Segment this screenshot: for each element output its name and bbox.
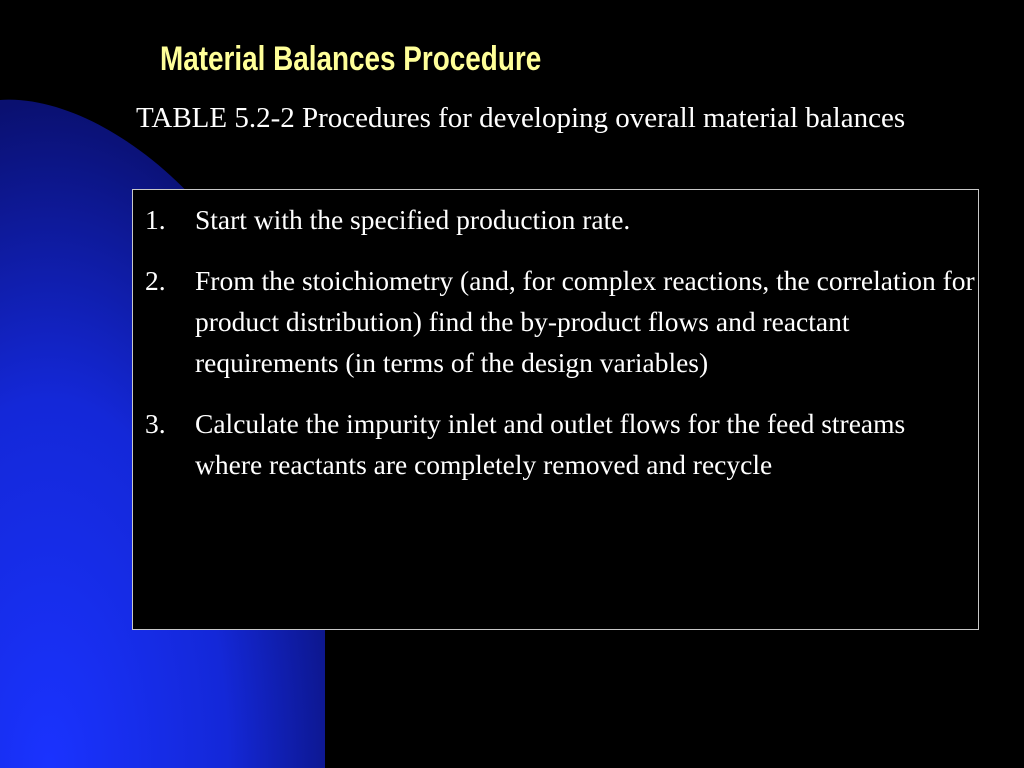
procedure-step	[145, 260, 975, 383]
step-number: 2.	[145, 265, 166, 296]
procedure-step	[145, 199, 975, 240]
step-text: Start with the specified production rate.	[195, 204, 631, 235]
slide-title: Material Balances Procedure	[160, 40, 542, 78]
step-number: 1.	[145, 204, 166, 235]
procedure-steps	[145, 199, 975, 505]
step-text: Calculate the impurity inlet and outlet flows for the feed streams where reactants are completely removed and recycle	[195, 408, 906, 480]
table-caption: TABLE 5.2-2 Procedures for developing overall material balances	[136, 102, 906, 134]
step-number: 3.	[145, 408, 166, 439]
step-text: From the stoichiometry (and, for complex reactions, the correlation for product distribution) find the by-product flows and reactant requirements (in terms of the design variables)	[195, 265, 975, 378]
procedure-table	[132, 189, 979, 630]
procedure-step	[145, 403, 975, 485]
